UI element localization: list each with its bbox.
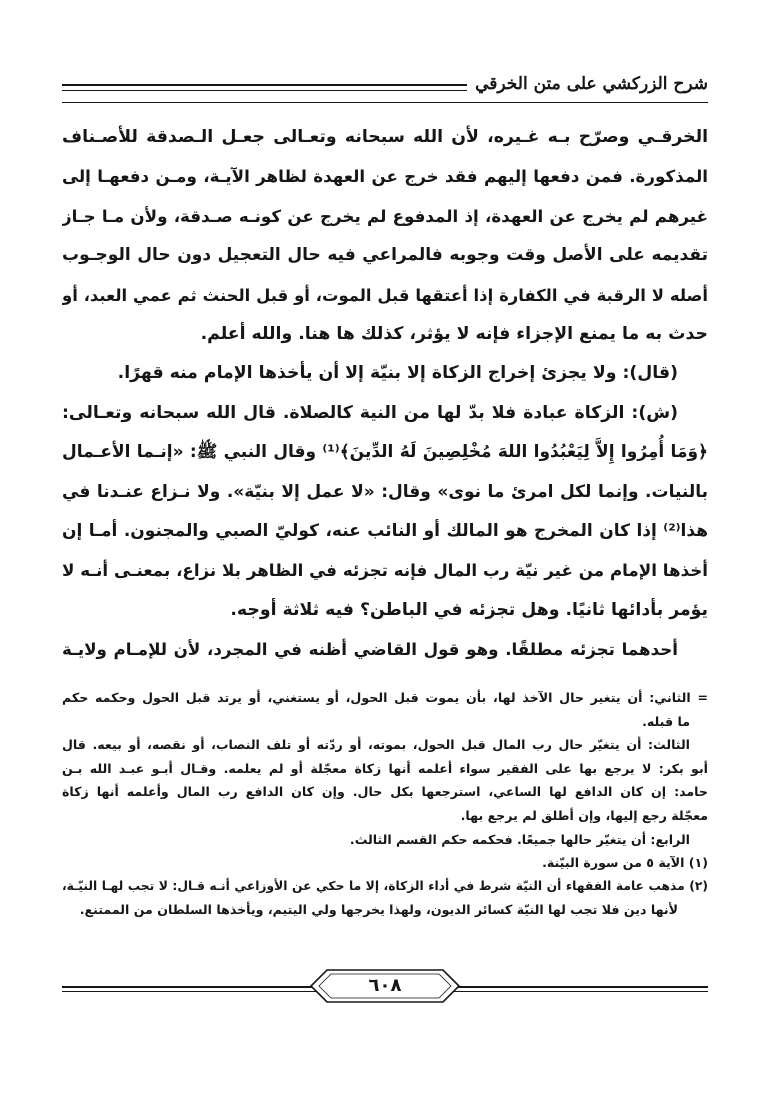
body-line: يؤمر بأدائها ثانيًا. وهل تجزئه في الباطن؟ فيه ثلاثة أوجه. xyxy=(230,599,708,620)
body-line: أصله لا الرقبة في الكفارة إذا أعتقها قبل الموت، أو قبل الحنث ثم عمي العبد، أو xyxy=(62,285,708,305)
running-title: شرح الزركشي على متن الخرقي xyxy=(467,74,708,94)
body-line: أحدهما تجزئه مطلقًا. وهو قول القاضي أظنه في المجرد، لأن للإمـام ولايـة xyxy=(62,639,678,660)
footnote-line: أبو بكر: لا يرجع بها على الفقير سواء أعلمه أنها زكاة معجّلة أو لم يعلمه. وقـال أبـو عبـد الله بـن xyxy=(62,760,708,776)
footnote-line: معجّلة رجع إليها، وإن أطلق لم يرجع بها. xyxy=(460,807,708,823)
header-underline xyxy=(62,102,708,103)
footnote-line: الرابع: أن يتغيّر حالها جميعًا. فحكمه حكم القسم الثالث. xyxy=(349,831,690,847)
header-rule-thin xyxy=(62,90,523,91)
footer-rule-right xyxy=(448,986,708,988)
body-line: تقديمه على الأصل وقت وجوبه فالمراعي فيه حال التعجيل دون حال الوجـوب xyxy=(62,245,708,266)
footnote-line: = الثاني: أن يتغير حال الآخذ لها، بأن يموت قبل الحول، أو يستغني، أو يرتد قبل الحول وحكمه حكم xyxy=(62,690,708,705)
footnote-line: (١) الآية ٥ من سورة البيّنة. xyxy=(542,855,708,871)
footnote-line: لأنها دين فلا تجب لها النيّة كسائر الديون، ولهذا يخرجها ولي اليتيم، ويأخذها السلطان من الممتنع. xyxy=(79,902,678,918)
body-line: ﴿وَمَا أُمِرُوا إِلاَّ لِيَعْبُدُوا اللهَ مُخْلِصِينَ لَهُ الدِّينَ﴾⁽¹⁾ وقال النبي ﷺ: «إنـما الأعـمال xyxy=(62,442,708,463)
body-line: أخذها الإمام من غير نيّة رب المال فإنه تجزئه في الظاهر بلا نزاع، بمعنـى أنـه لا xyxy=(62,560,708,581)
footer-rule-left xyxy=(62,986,322,988)
body-line: الخرقـي وصرّح بـه غـيره، لأن الله سبحانه وتعـالى جعـل الـصدقة للأصـناف xyxy=(62,127,708,147)
footnote-line: (٢) مذهب عامة الفقهاء أن النيّة شرط في أداء الزكاة، إلا ما حكي عن الأوزاعي أنـه قـال: لا تجب لهـا النيّـة، xyxy=(62,878,708,893)
footnotes xyxy=(62,686,708,922)
body-line: بالنيات. وإنما لكل امرئ ما نوى» وقال: «لا عمل إلا بنيّة». ولا نـزاع عنـدنا في xyxy=(62,481,708,502)
body-line: (ش): الزكاة عبادة فلا بدّ لها من النية كالصلاة. قال الله سبحانه وتعـالى: xyxy=(62,402,678,423)
header-rule-thick xyxy=(62,84,523,86)
body-line: هذا⁽²⁾ إذا كان المخرج هو المالك أو النائب عنه، كوليّ الصبي والمجنون. أمـا إن xyxy=(62,520,708,541)
footnote-line: حامد: إن كان الدافع لها الساعي، استرجعها بكل حال. وإن كان الدافع رب المال وأعلمه أنها زكاة xyxy=(62,784,708,800)
footnote-line: ما قبله. xyxy=(642,713,690,729)
body-line: المذكورة. فمن دفعها إليهم فقد خرج عن العهدة لظاهر الآيـة، ومـن دفعهـا إلى xyxy=(62,166,708,187)
page-number: ٦٠٨ xyxy=(368,975,402,996)
footnote-line: الثالث: أن يتغيّر حال رب المال قبل الحول، بموته، أو ردّته أو تلف النصاب، أو نقصه، أو بيعه. قال xyxy=(62,737,690,753)
page-number-badge xyxy=(309,968,461,1004)
body-line: حدث به ما يمنع الإجزاء فإنه لا يؤثر، كذلك ها هنا. والله أعلم. xyxy=(200,323,708,344)
body-line: غيرهم لم يخرج عن العهدة، إذ المدفوع لم يخرج عن كونـه صـدقة، ولأن مـا جـاز xyxy=(62,205,708,226)
page-footer xyxy=(62,966,708,1010)
footer-rule-right-thin xyxy=(448,991,708,992)
footer-rule-left-thin xyxy=(62,991,322,992)
running-header xyxy=(62,70,708,110)
main-text xyxy=(62,118,708,669)
body-line: (قال): ولا يجزئ إخراج الزكاة إلا بنيّة إلا أن يأخذها الإمام منه قهرًا. xyxy=(117,363,678,384)
